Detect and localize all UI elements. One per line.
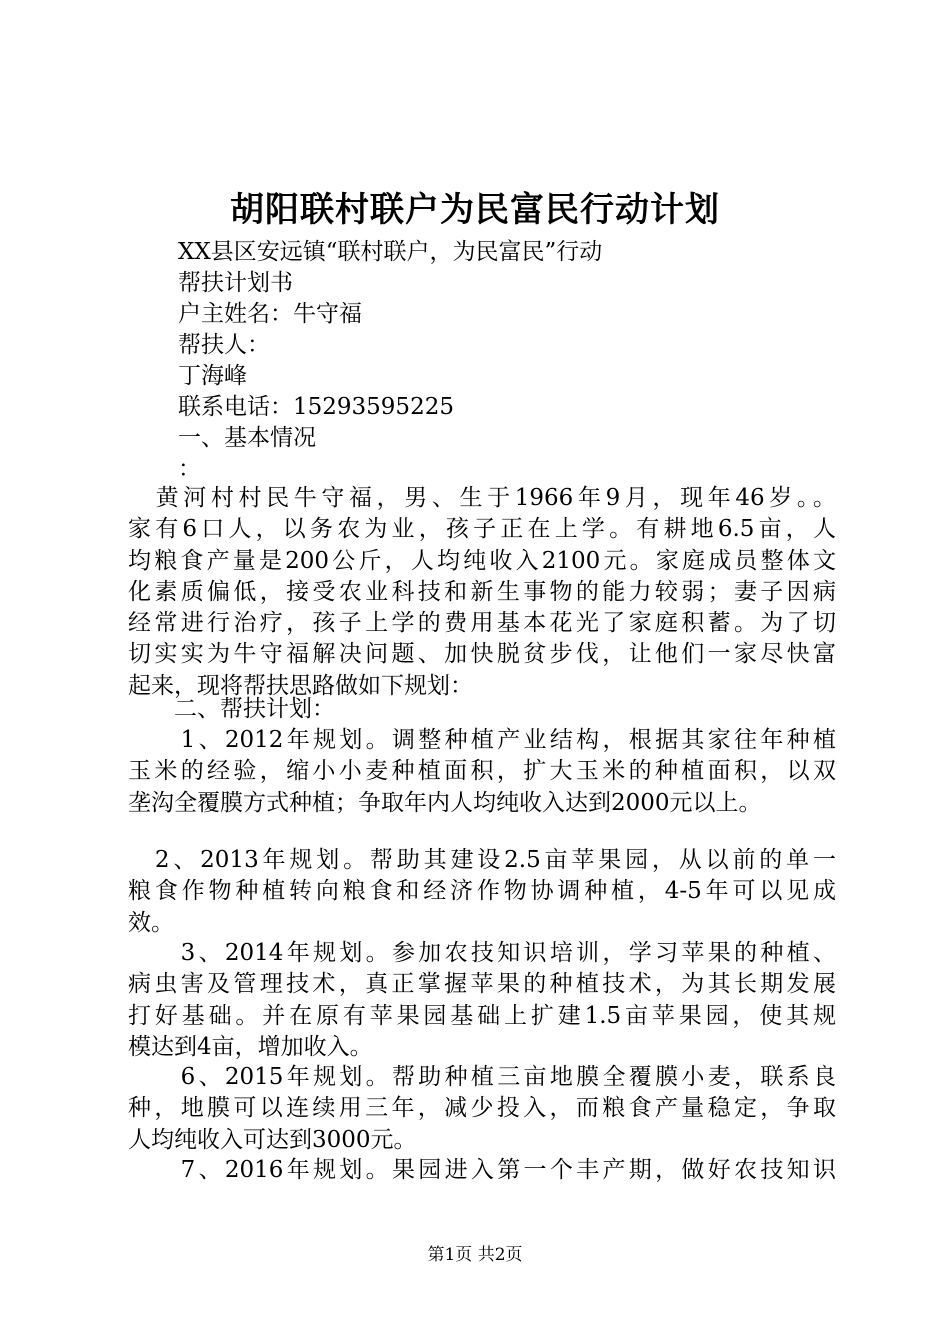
section-heading-basic: 一、基本情况: [178, 425, 316, 451]
text-line: 种，地膜可以连续用三年，减少投入，而粮食产量稳定，争取: [128, 1095, 836, 1122]
text-line: 化素质偏低，接受农业科技和新生事物的能力较弱；妻子因病: [128, 578, 836, 605]
text-line: 7、2016年规划。果园进入第一个丰产期，做好农技知识: [128, 1157, 836, 1183]
text-line: 效。: [128, 909, 174, 936]
header-line-helper-label: 帮扶人：: [178, 332, 270, 358]
header-line-plan: 帮扶计划书: [178, 270, 293, 296]
text-line: 打好基础。并在原有苹果园基础上扩建1.5亩苹果园，使其规: [128, 1002, 836, 1029]
text-line: 粮食作物种植转向粮食和经济作物协调种植，4-5年可以见成: [128, 878, 836, 905]
text-line: 6、2015年规划。帮助种植三亩地膜全覆膜小麦，联系良: [128, 1064, 836, 1090]
paragraph-plan-2012: [128, 725, 836, 819]
text-line: 均粮食产量是200公斤，人均纯收入2100元。家庭成员整体文: [128, 547, 836, 574]
text-line: 黄河村村民牛守福，男、生于1966年9月，现年46岁。。: [128, 485, 836, 511]
header-line-colon: ：: [178, 456, 201, 482]
text-line: 起来，现将帮扶思路做如下规划：: [128, 672, 473, 699]
section-heading-plan: [128, 694, 836, 725]
text-line: 模达到4亩，增加收入。: [128, 1033, 373, 1060]
text-line: 垄沟全覆膜方式种植；争取年内人均纯收入达到2000元以上。: [128, 789, 762, 816]
header-line-phone: 联系电话：15293595225: [178, 394, 454, 420]
text-line: 经常进行治疗，孩子上学的费用基本花光了家庭积蓄。为了切: [128, 610, 836, 637]
text-line: 病虫害及管理技术，真正掌握苹果的种植技术，为其长期发展: [128, 971, 836, 998]
text-line: 玉米的经验，缩小小麦种植面积，扩大玉米的种植面积，以双: [128, 758, 836, 785]
document-title: 胡阳联村联户为民富民行动计划: [230, 190, 720, 230]
text-line: 1、2012年规划。调整种植产业结构，根据其家往年种植: [128, 727, 836, 753]
paragraph-plan-2015: [128, 1062, 836, 1156]
paragraph-plan-2013: [128, 845, 836, 939]
text-line: 二、帮扶计划：: [128, 696, 335, 722]
paragraph-basic-situation: [128, 483, 836, 702]
paragraph-plan-2014: [128, 938, 836, 1063]
paragraph-plan-2016: [128, 1155, 836, 1186]
header-line-region: XX县区安远镇“联村联户，为民富民”行动: [178, 239, 603, 265]
text-line: 人均纯收入可达到3000元。: [128, 1126, 417, 1153]
text-line: 2、2013年规划。帮助其建设2.5亩苹果园，从以前的单一: [128, 847, 836, 873]
header-line-helper-name: 丁海峰: [178, 363, 247, 389]
text-line: 3、2014年规划。参加农技知识培训，学习苹果的种植、: [128, 940, 836, 966]
page-footer: 第1页 共2页: [427, 1245, 523, 1265]
header-line-householder: 户主姓名：牛守福: [178, 301, 362, 327]
text-line: 家有6口人，以务农为业，孩子正在上学。有耕地6.5亩，人: [128, 516, 836, 543]
text-line: 切实实为牛守福解决问题、加快脱贫步伐，让他们一家尽快富: [128, 641, 836, 668]
